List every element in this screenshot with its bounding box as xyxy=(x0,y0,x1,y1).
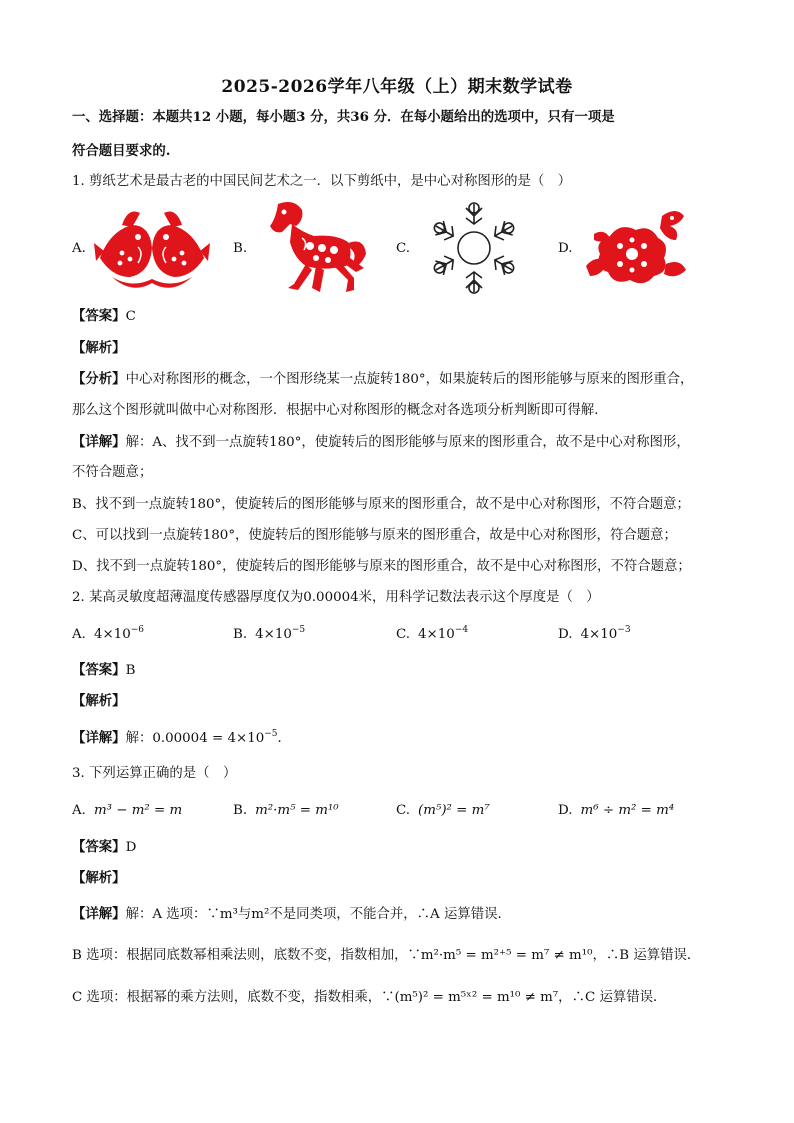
q3-option-d xyxy=(558,802,674,820)
answer-label: 【答案】 xyxy=(72,308,126,324)
option-letter: A. xyxy=(72,627,86,642)
paper-cut-fish-pair-icon xyxy=(92,203,212,295)
q1-detail-b: B、找不到一点旋转180°，使旋转后的图形能够与原来的图形重合，故不是中心对称图形，不符合题意； xyxy=(72,497,690,512)
q1-option-c-letter: C. xyxy=(396,241,411,256)
q1-detail-d: D、找不到一点旋转180°，使旋转后的图形能够与原来的图形重合，故不是中心对称图形，不符合题意； xyxy=(72,559,691,574)
q1-fenxi-line1 xyxy=(72,370,693,389)
q2-option-a xyxy=(72,626,144,644)
detail-text-a: 解：A 选项：∵m³与m²不是同类项，不能合并，∴A 运算错误． xyxy=(125,907,511,922)
detail-text: 解：0.00004 = 4×10 xyxy=(125,731,265,746)
option-expression: (m⁵)² = m⁷ xyxy=(418,803,490,818)
detail-label: 【详解】 xyxy=(72,434,126,450)
page-title: 2025-2026学年八年级（上）期末数学试卷 xyxy=(221,77,573,97)
option-expression: m³ − m² = m xyxy=(93,803,183,818)
option-letter: D. xyxy=(558,627,573,642)
paper-cut-horse-icon xyxy=(254,196,370,300)
q1-option-b-letter: B. xyxy=(233,241,248,256)
q2-answer xyxy=(72,661,135,680)
option-letter: D. xyxy=(558,803,573,818)
option-exponent: −3 xyxy=(617,625,631,635)
answer-label: 【答案】 xyxy=(72,839,126,855)
q2-analysis-label: 【解析】 xyxy=(72,693,126,709)
option-base: 4×10 xyxy=(255,627,292,642)
q3-detail-a xyxy=(72,905,511,924)
option-letter: C. xyxy=(396,627,411,642)
q1-detail-line2: 不符合题意； xyxy=(72,465,153,480)
paper-cut-peony-butterfly-icon xyxy=(580,206,692,292)
option-base: 4×10 xyxy=(580,627,618,642)
option-base: 4×10 xyxy=(93,627,131,642)
question-2-stem: 2. 某高灵敏度超薄温度传感器厚度仅为0.00004米，用科学记数法表示这个厚度是（ ） xyxy=(72,590,600,605)
q2-option-d xyxy=(558,626,631,644)
question-1-stem: 1. 剪纸艺术是最古老的中国民间艺术之一．以下剪纸中，是中心对称图形的是（ ） xyxy=(72,174,572,189)
q1-analysis-label: 【解析】 xyxy=(72,340,126,356)
option-expression: m²·m⁵ = m¹⁰ xyxy=(255,803,339,818)
detail-text-1: 解：A、找不到一点旋转180°，使旋转后的图形能够与原来的图形重合，故不是中心对称图形， xyxy=(125,435,690,450)
detail-label: 【详解】 xyxy=(72,730,126,746)
q1-option-d-letter: D. xyxy=(558,241,573,256)
q1-option-a-letter: A. xyxy=(72,241,86,256)
option-exponent: −4 xyxy=(454,625,469,635)
option-letter: C. xyxy=(396,803,411,818)
paper-cut-snowflake-ring-icon xyxy=(418,200,530,296)
answer-value: B xyxy=(125,663,136,678)
option-exponent: −5 xyxy=(291,625,306,635)
option-letter: A. xyxy=(72,803,86,818)
q3-option-b xyxy=(233,802,339,820)
option-expression: m⁶ ÷ m² = m⁴ xyxy=(580,803,675,818)
option-exponent: −6 xyxy=(130,625,144,635)
q2-detail xyxy=(72,729,291,748)
q1-answer xyxy=(72,307,136,326)
option-base: 4×10 xyxy=(418,627,455,642)
answer-label: 【答案】 xyxy=(72,662,126,678)
q3-option-a xyxy=(72,802,182,820)
q3-option-c xyxy=(396,802,490,820)
fenxi-label: 【分析】 xyxy=(72,371,126,387)
q2-option-c xyxy=(396,626,468,644)
q1-fenxi-line2: 那么这个图形就叫做中心对称图形．根据中心对称图形的概念对各选项分析判断即可得解． xyxy=(72,403,608,418)
detail-exponent: −5 xyxy=(264,729,278,739)
q3-detail-c: C 选项：根据幂的乘方法则，底数不变，指数相乘，∵(m⁵)² = m⁵ˣ² = m¹⁰ ≠ m⁷，∴C 运算错误． xyxy=(72,990,667,1005)
q1-detail-c: C、可以找到一点旋转180°，使旋转后的图形能够与原来的图形重合，故是中心对称图形，符合题意； xyxy=(72,528,677,543)
answer-value: D xyxy=(125,840,137,855)
detail-suffix: ． xyxy=(277,731,291,746)
q3-analysis-label: 【解析】 xyxy=(72,870,126,886)
q3-answer xyxy=(72,838,136,857)
detail-label: 【详解】 xyxy=(72,906,126,922)
fenxi-text-1: 中心对称图形的概念，一个图形绕某一点旋转180°，如果旋转后的图形能够与原来的图形重合， xyxy=(125,372,694,387)
option-letter: B. xyxy=(233,803,248,818)
answer-value: C xyxy=(125,309,136,324)
section-instructions-line2: 符合题目要求的. xyxy=(72,143,171,159)
q3-detail-b: B 选项：根据同底数幂相乘法则，底数不变，指数相加，∵m²·m⁵ = m²⁺⁵ = m⁷ ≠ m¹⁰，∴B 运算错误． xyxy=(72,948,701,963)
option-letter: B. xyxy=(233,627,248,642)
section-instructions-line1: 一、选择题：本题共12 小题，每小题3 分，共36 分．在每小题给出的选项中，只有一项是 xyxy=(72,109,615,125)
q1-detail-line1 xyxy=(72,433,690,452)
q2-option-b xyxy=(233,626,305,644)
question-3-stem: 3. 下列运算正确的是（ ） xyxy=(72,766,237,781)
